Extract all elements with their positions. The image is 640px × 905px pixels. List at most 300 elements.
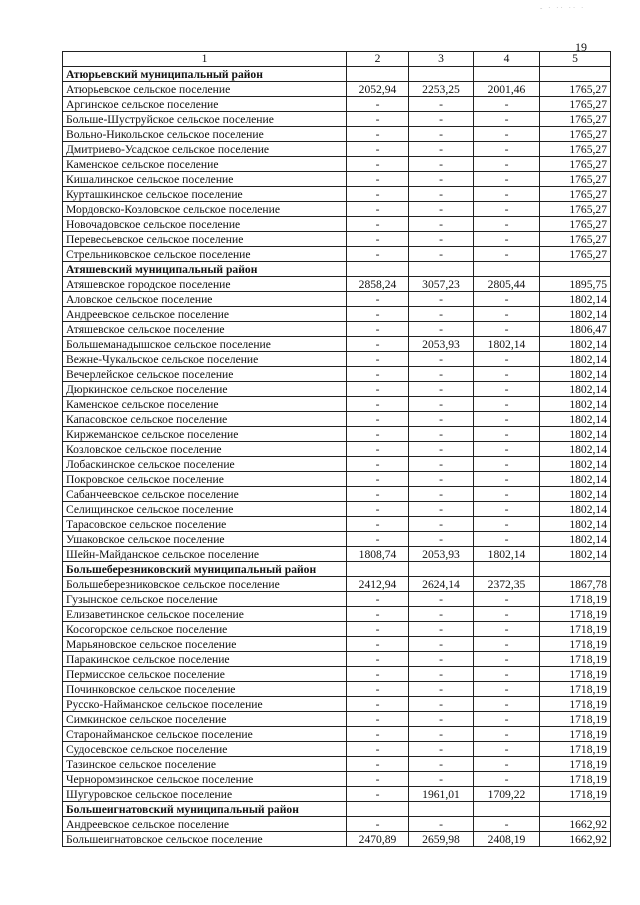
value-cell-col4: - bbox=[474, 112, 540, 127]
settlement-name-cell: Капасовское сельское поселение bbox=[63, 412, 347, 427]
value-cell-col2 bbox=[347, 262, 409, 277]
settlement-row bbox=[63, 577, 611, 592]
value-cell-col3: - bbox=[409, 682, 474, 697]
value-cell-col2: - bbox=[347, 532, 409, 547]
value-cell-col3: - bbox=[409, 187, 474, 202]
settlement-row bbox=[63, 247, 611, 262]
settlement-name-cell: Русско-Найманское сельское поселение bbox=[63, 697, 347, 712]
settlement-row bbox=[63, 472, 611, 487]
settlement-row bbox=[63, 517, 611, 532]
value-cell-col3: 1961,01 bbox=[409, 787, 474, 802]
settlement-name-cell: Симкинское сельское поселение bbox=[63, 712, 347, 727]
value-cell-col2: - bbox=[347, 187, 409, 202]
settlement-row bbox=[63, 667, 611, 682]
value-cell-col5: 1765,27 bbox=[540, 142, 611, 157]
settlement-name-cell: Починковское сельское поселение bbox=[63, 682, 347, 697]
value-cell-col4: - bbox=[474, 742, 540, 757]
value-cell-col5: 1765,27 bbox=[540, 232, 611, 247]
value-cell-col3 bbox=[409, 802, 474, 817]
value-cell-col2: - bbox=[347, 427, 409, 442]
settlement-name-cell: Новочадовское сельское поселение bbox=[63, 217, 347, 232]
settlement-row bbox=[63, 292, 611, 307]
settlement-name-cell: Мордовско-Козловское сельское поселение bbox=[63, 202, 347, 217]
value-cell-col3: - bbox=[409, 232, 474, 247]
settlement-name-cell: Паракинское сельское поселение bbox=[63, 652, 347, 667]
column-header-1: 1 bbox=[63, 52, 347, 67]
value-cell-col5: 1802,14 bbox=[540, 307, 611, 322]
value-cell-col2: - bbox=[347, 322, 409, 337]
value-cell-col2: - bbox=[347, 397, 409, 412]
value-cell-col2: - bbox=[347, 307, 409, 322]
value-cell-col2: - bbox=[347, 742, 409, 757]
value-cell-col4: - bbox=[474, 637, 540, 652]
value-cell-col5 bbox=[540, 67, 611, 82]
value-cell-col3: - bbox=[409, 502, 474, 517]
value-cell-col3: - bbox=[409, 322, 474, 337]
value-cell-col3: - bbox=[409, 712, 474, 727]
value-cell-col5: 1802,14 bbox=[540, 532, 611, 547]
value-cell-col4: - bbox=[474, 172, 540, 187]
value-cell-col2: - bbox=[347, 97, 409, 112]
value-cell-col3: - bbox=[409, 652, 474, 667]
value-cell-col5: 1765,27 bbox=[540, 247, 611, 262]
settlement-name-cell: Большеигнатовское сельское поселение bbox=[63, 832, 347, 847]
value-cell-col4: - bbox=[474, 442, 540, 457]
value-cell-col4: - bbox=[474, 217, 540, 232]
district-row bbox=[63, 562, 611, 577]
settlement-name-cell: Лобаскинское сельское поселение bbox=[63, 457, 347, 472]
value-cell-col3: - bbox=[409, 757, 474, 772]
settlement-row bbox=[63, 172, 611, 187]
value-cell-col4: 2408,19 bbox=[474, 832, 540, 847]
settlement-name-cell: Покровское сельское поселение bbox=[63, 472, 347, 487]
value-cell-col2: - bbox=[347, 157, 409, 172]
value-cell-col3: - bbox=[409, 112, 474, 127]
value-cell-col2: - bbox=[347, 127, 409, 142]
settlement-name-cell: Елизаветинское сельское поселение bbox=[63, 607, 347, 622]
settlement-row bbox=[63, 427, 611, 442]
value-cell-col5: 1662,92 bbox=[540, 817, 611, 832]
settlement-name-cell: Кишалинское сельское поселение bbox=[63, 172, 347, 187]
value-cell-col3: - bbox=[409, 607, 474, 622]
value-cell-col5: 1802,14 bbox=[540, 502, 611, 517]
value-cell-col2: - bbox=[347, 292, 409, 307]
value-cell-col2: - bbox=[347, 727, 409, 742]
settlement-row bbox=[63, 217, 611, 232]
settlement-row bbox=[63, 202, 611, 217]
value-cell-col5: 1765,27 bbox=[540, 97, 611, 112]
settlement-name-cell: Большеманадышское сельское поселение bbox=[63, 337, 347, 352]
value-cell-col2: - bbox=[347, 112, 409, 127]
value-cell-col2: - bbox=[347, 457, 409, 472]
value-cell-col2: - bbox=[347, 697, 409, 712]
value-cell-col3: - bbox=[409, 412, 474, 427]
settlement-row bbox=[63, 397, 611, 412]
value-cell-col4: 2001,46 bbox=[474, 82, 540, 97]
value-cell-col5: 1765,27 bbox=[540, 172, 611, 187]
value-cell-col5: 1802,14 bbox=[540, 292, 611, 307]
value-cell-col5 bbox=[540, 562, 611, 577]
settlement-name-cell: Дюркинское сельское поселение bbox=[63, 382, 347, 397]
value-cell-col2: - bbox=[347, 607, 409, 622]
settlement-row bbox=[63, 832, 611, 847]
value-cell-col2: - bbox=[347, 172, 409, 187]
value-cell-col5: 1802,14 bbox=[540, 547, 611, 562]
settlement-name-cell: Судосевское сельское поселение bbox=[63, 742, 347, 757]
settlement-row bbox=[63, 232, 611, 247]
settlement-row bbox=[63, 532, 611, 547]
value-cell-col5: 1802,14 bbox=[540, 457, 611, 472]
value-cell-col3 bbox=[409, 67, 474, 82]
settlement-row bbox=[63, 82, 611, 97]
value-cell-col4: - bbox=[474, 487, 540, 502]
settlement-row bbox=[63, 367, 611, 382]
settlement-name-cell: Андреевское сельское поселение bbox=[63, 817, 347, 832]
tariff-table bbox=[62, 51, 611, 847]
value-cell-col5: 1802,14 bbox=[540, 427, 611, 442]
settlement-row bbox=[63, 157, 611, 172]
value-cell-col3: - bbox=[409, 97, 474, 112]
settlement-name-cell: Андреевское сельское поселение bbox=[63, 307, 347, 322]
settlement-row bbox=[63, 457, 611, 472]
settlement-row bbox=[63, 442, 611, 457]
value-cell-col3: - bbox=[409, 487, 474, 502]
value-cell-col5: 1718,19 bbox=[540, 652, 611, 667]
scan-artifact: - · ·· ·· · bbox=[540, 4, 586, 12]
value-cell-col3: - bbox=[409, 427, 474, 442]
value-cell-col5: 1718,19 bbox=[540, 712, 611, 727]
value-cell-col5: 1765,27 bbox=[540, 217, 611, 232]
value-cell-col3: - bbox=[409, 817, 474, 832]
value-cell-col3: - bbox=[409, 697, 474, 712]
settlement-row bbox=[63, 487, 611, 502]
value-cell-col2: 2412,94 bbox=[347, 577, 409, 592]
value-cell-col2: - bbox=[347, 217, 409, 232]
value-cell-col3: - bbox=[409, 202, 474, 217]
value-cell-col4: - bbox=[474, 682, 540, 697]
value-cell-col4: - bbox=[474, 457, 540, 472]
value-cell-col3: - bbox=[409, 772, 474, 787]
value-cell-col2: - bbox=[347, 442, 409, 457]
value-cell-col4 bbox=[474, 262, 540, 277]
value-cell-col3: - bbox=[409, 127, 474, 142]
value-cell-col2: - bbox=[347, 772, 409, 787]
value-cell-col4: - bbox=[474, 157, 540, 172]
value-cell-col3: 2659,98 bbox=[409, 832, 474, 847]
value-cell-col2 bbox=[347, 802, 409, 817]
value-cell-col2: - bbox=[347, 817, 409, 832]
settlement-name-cell: Аловское сельское поселение bbox=[63, 292, 347, 307]
settlement-name-cell: Сабанчеевское сельское поселение bbox=[63, 487, 347, 502]
value-cell-col4: 2372,35 bbox=[474, 577, 540, 592]
settlement-name-cell: Вечерлейское сельское поселение bbox=[63, 367, 347, 382]
value-cell-col2: 2858,24 bbox=[347, 277, 409, 292]
settlement-name-cell: Атяшевское городское поселение bbox=[63, 277, 347, 292]
value-cell-col4: - bbox=[474, 352, 540, 367]
settlement-row bbox=[63, 697, 611, 712]
settlement-name-cell: Марьяновское сельское поселение bbox=[63, 637, 347, 652]
value-cell-col2: - bbox=[347, 337, 409, 352]
value-cell-col3: - bbox=[409, 622, 474, 637]
value-cell-col5: 1718,19 bbox=[540, 682, 611, 697]
settlement-name-cell: Каменское сельское поселение bbox=[63, 397, 347, 412]
settlement-row bbox=[63, 787, 611, 802]
value-cell-col4: - bbox=[474, 712, 540, 727]
value-cell-col5: 1802,14 bbox=[540, 412, 611, 427]
value-cell-col4: - bbox=[474, 142, 540, 157]
settlement-name-cell: Козловское сельское поселение bbox=[63, 442, 347, 457]
value-cell-col2: - bbox=[347, 202, 409, 217]
value-cell-col2 bbox=[347, 67, 409, 82]
value-cell-col4: - bbox=[474, 292, 540, 307]
column-header-2: 2 bbox=[347, 52, 409, 67]
value-cell-col3: - bbox=[409, 367, 474, 382]
value-cell-col4: - bbox=[474, 532, 540, 547]
value-cell-col5: 1718,19 bbox=[540, 787, 611, 802]
settlement-row bbox=[63, 652, 611, 667]
value-cell-col3: - bbox=[409, 292, 474, 307]
settlement-name-cell: Косогорское сельское поселение bbox=[63, 622, 347, 637]
value-cell-col4: - bbox=[474, 307, 540, 322]
settlement-row bbox=[63, 622, 611, 637]
value-cell-col4: - bbox=[474, 697, 540, 712]
value-cell-col4: - bbox=[474, 592, 540, 607]
value-cell-col3: - bbox=[409, 382, 474, 397]
value-cell-col3: - bbox=[409, 742, 474, 757]
settlement-name-cell: Вольно-Никольское сельское поселение bbox=[63, 127, 347, 142]
settlement-row bbox=[63, 682, 611, 697]
settlement-row bbox=[63, 547, 611, 562]
district-name-cell: Большеигнатовский муниципальный район bbox=[63, 802, 347, 817]
settlement-row bbox=[63, 97, 611, 112]
page-number: 19 bbox=[575, 40, 587, 54]
value-cell-col2: - bbox=[347, 757, 409, 772]
value-cell-col5 bbox=[540, 802, 611, 817]
value-cell-col3: - bbox=[409, 457, 474, 472]
value-cell-col4: - bbox=[474, 427, 540, 442]
value-cell-col5: 1718,19 bbox=[540, 637, 611, 652]
settlement-row bbox=[63, 592, 611, 607]
settlement-row bbox=[63, 502, 611, 517]
value-cell-col4: - bbox=[474, 817, 540, 832]
settlement-name-cell: Ушаковское сельское поселение bbox=[63, 532, 347, 547]
value-cell-col5: 1802,14 bbox=[540, 472, 611, 487]
value-cell-col4: - bbox=[474, 757, 540, 772]
value-cell-col2: - bbox=[347, 667, 409, 682]
settlement-row bbox=[63, 112, 611, 127]
value-cell-col2: - bbox=[347, 247, 409, 262]
settlement-row bbox=[63, 637, 611, 652]
settlement-name-cell: Каменское сельское поселение bbox=[63, 157, 347, 172]
value-cell-col4: - bbox=[474, 412, 540, 427]
district-name-cell: Атюрьевский муниципальный район bbox=[63, 67, 347, 82]
value-cell-col2: - bbox=[347, 712, 409, 727]
value-cell-col4: 2805,44 bbox=[474, 277, 540, 292]
value-cell-col5: 1765,27 bbox=[540, 82, 611, 97]
value-cell-col5: 1718,19 bbox=[540, 727, 611, 742]
value-cell-col2: - bbox=[347, 652, 409, 667]
value-cell-col4: - bbox=[474, 247, 540, 262]
value-cell-col2: 1808,74 bbox=[347, 547, 409, 562]
tariff-table-body bbox=[63, 52, 611, 847]
settlement-row bbox=[63, 142, 611, 157]
value-cell-col4: - bbox=[474, 367, 540, 382]
value-cell-col5: 1765,27 bbox=[540, 202, 611, 217]
district-name-cell: Большеберезниковский муниципальный район bbox=[63, 562, 347, 577]
value-cell-col5: 1718,19 bbox=[540, 607, 611, 622]
value-cell-col3: - bbox=[409, 637, 474, 652]
value-cell-col2: - bbox=[347, 367, 409, 382]
settlement-row bbox=[63, 382, 611, 397]
value-cell-col5: 1802,14 bbox=[540, 337, 611, 352]
settlement-name-cell: Гузынское сельское поселение bbox=[63, 592, 347, 607]
value-cell-col4: - bbox=[474, 382, 540, 397]
value-cell-col2: - bbox=[347, 592, 409, 607]
value-cell-col2: - bbox=[347, 787, 409, 802]
value-cell-col5: 1802,14 bbox=[540, 352, 611, 367]
value-cell-col4: 1709,22 bbox=[474, 787, 540, 802]
settlement-name-cell: Курташкинское сельское поселение bbox=[63, 187, 347, 202]
value-cell-col5 bbox=[540, 262, 611, 277]
column-header-4: 4 bbox=[474, 52, 540, 67]
value-cell-col3: - bbox=[409, 472, 474, 487]
settlement-name-cell: Большеберезниковское сельское поселение bbox=[63, 577, 347, 592]
value-cell-col3: - bbox=[409, 442, 474, 457]
value-cell-col5: 1765,27 bbox=[540, 157, 611, 172]
value-cell-col4: - bbox=[474, 202, 540, 217]
settlement-row bbox=[63, 307, 611, 322]
settlement-row bbox=[63, 352, 611, 367]
value-cell-col3: 2053,93 bbox=[409, 337, 474, 352]
value-cell-col2: - bbox=[347, 382, 409, 397]
district-name-cell: Атяшевский муниципальный район bbox=[63, 262, 347, 277]
value-cell-col3: - bbox=[409, 157, 474, 172]
settlement-name-cell: Атюрьевское сельское поселение bbox=[63, 82, 347, 97]
settlement-name-cell: Атяшевское сельское поселение bbox=[63, 322, 347, 337]
settlement-row bbox=[63, 712, 611, 727]
settlement-row bbox=[63, 727, 611, 742]
value-cell-col2: - bbox=[347, 412, 409, 427]
value-cell-col5: 1718,19 bbox=[540, 592, 611, 607]
settlement-row bbox=[63, 772, 611, 787]
value-cell-col4: - bbox=[474, 652, 540, 667]
settlement-name-cell: Больше-Шуструйское сельское поселение bbox=[63, 112, 347, 127]
settlement-name-cell: Перевесьевское сельское поселение bbox=[63, 232, 347, 247]
value-cell-col5: 1802,14 bbox=[540, 367, 611, 382]
value-cell-col2: - bbox=[347, 637, 409, 652]
value-cell-col4: - bbox=[474, 232, 540, 247]
settlement-row bbox=[63, 187, 611, 202]
value-cell-col4: - bbox=[474, 397, 540, 412]
value-cell-col5: 1802,14 bbox=[540, 382, 611, 397]
settlement-row bbox=[63, 322, 611, 337]
value-cell-col3: 2624,14 bbox=[409, 577, 474, 592]
value-cell-col4: - bbox=[474, 502, 540, 517]
value-cell-col4: 1802,14 bbox=[474, 337, 540, 352]
settlement-name-cell: Селищинское сельское поселение bbox=[63, 502, 347, 517]
value-cell-col2: 2052,94 bbox=[347, 82, 409, 97]
value-cell-col3 bbox=[409, 262, 474, 277]
value-cell-col3: - bbox=[409, 667, 474, 682]
value-cell-col4: - bbox=[474, 727, 540, 742]
value-cell-col3: 3057,23 bbox=[409, 277, 474, 292]
value-cell-col3: - bbox=[409, 517, 474, 532]
column-header-3: 3 bbox=[409, 52, 474, 67]
settlement-name-cell: Шугуровское сельское поселение bbox=[63, 787, 347, 802]
settlement-row bbox=[63, 337, 611, 352]
settlement-name-cell: Старонайманское сельское поселение bbox=[63, 727, 347, 742]
value-cell-col4 bbox=[474, 802, 540, 817]
settlement-name-cell: Стрельниковское сельское поселение bbox=[63, 247, 347, 262]
value-cell-col3: - bbox=[409, 247, 474, 262]
settlement-name-cell: Вежне-Чукальское сельское поселение bbox=[63, 352, 347, 367]
value-cell-col2: - bbox=[347, 502, 409, 517]
value-cell-col3: - bbox=[409, 217, 474, 232]
value-cell-col5: 1718,19 bbox=[540, 697, 611, 712]
value-cell-col5: 1802,14 bbox=[540, 397, 611, 412]
value-cell-col4: - bbox=[474, 622, 540, 637]
value-cell-col5: 1718,19 bbox=[540, 772, 611, 787]
settlement-row bbox=[63, 817, 611, 832]
value-cell-col4 bbox=[474, 562, 540, 577]
value-cell-col5: 1718,19 bbox=[540, 622, 611, 637]
value-cell-col4: - bbox=[474, 472, 540, 487]
district-row bbox=[63, 802, 611, 817]
column-number-header bbox=[63, 52, 611, 67]
value-cell-col2: - bbox=[347, 517, 409, 532]
settlement-name-cell: Киржеманское сельское поселение bbox=[63, 427, 347, 442]
value-cell-col3 bbox=[409, 562, 474, 577]
value-cell-col2: - bbox=[347, 142, 409, 157]
value-cell-col2: - bbox=[347, 487, 409, 502]
value-cell-col3: - bbox=[409, 142, 474, 157]
value-cell-col5: 1895,75 bbox=[540, 277, 611, 292]
column-header-5: 5 bbox=[540, 52, 611, 67]
value-cell-col5: 1765,27 bbox=[540, 187, 611, 202]
settlement-row bbox=[63, 412, 611, 427]
settlement-row bbox=[63, 127, 611, 142]
district-row bbox=[63, 262, 611, 277]
value-cell-col4 bbox=[474, 67, 540, 82]
value-cell-col2: - bbox=[347, 682, 409, 697]
settlement-row bbox=[63, 607, 611, 622]
value-cell-col3: - bbox=[409, 172, 474, 187]
settlement-row bbox=[63, 277, 611, 292]
settlement-name-cell: Тарасовское сельское поселение bbox=[63, 517, 347, 532]
value-cell-col5: 1802,14 bbox=[540, 517, 611, 532]
value-cell-col4: - bbox=[474, 607, 540, 622]
value-cell-col2 bbox=[347, 562, 409, 577]
value-cell-col3: - bbox=[409, 397, 474, 412]
value-cell-col5: 1867,78 bbox=[540, 577, 611, 592]
value-cell-col2: 2470,89 bbox=[347, 832, 409, 847]
value-cell-col4: - bbox=[474, 187, 540, 202]
value-cell-col5: 1806,47 bbox=[540, 322, 611, 337]
value-cell-col2: - bbox=[347, 352, 409, 367]
settlement-name-cell: Дмитриево-Усадское сельское поселение bbox=[63, 142, 347, 157]
settlement-name-cell: Пермисское сельское поселение bbox=[63, 667, 347, 682]
value-cell-col5: 1662,92 bbox=[540, 832, 611, 847]
settlement-name-cell: Аргинское сельское поселение bbox=[63, 97, 347, 112]
value-cell-col2: - bbox=[347, 472, 409, 487]
value-cell-col3: 2253,25 bbox=[409, 82, 474, 97]
value-cell-col4: - bbox=[474, 667, 540, 682]
value-cell-col4: - bbox=[474, 772, 540, 787]
value-cell-col4: - bbox=[474, 127, 540, 142]
settlement-name-cell: Шейн-Майданское сельское поселение bbox=[63, 547, 347, 562]
value-cell-col4: - bbox=[474, 97, 540, 112]
value-cell-col5: 1718,19 bbox=[540, 757, 611, 772]
